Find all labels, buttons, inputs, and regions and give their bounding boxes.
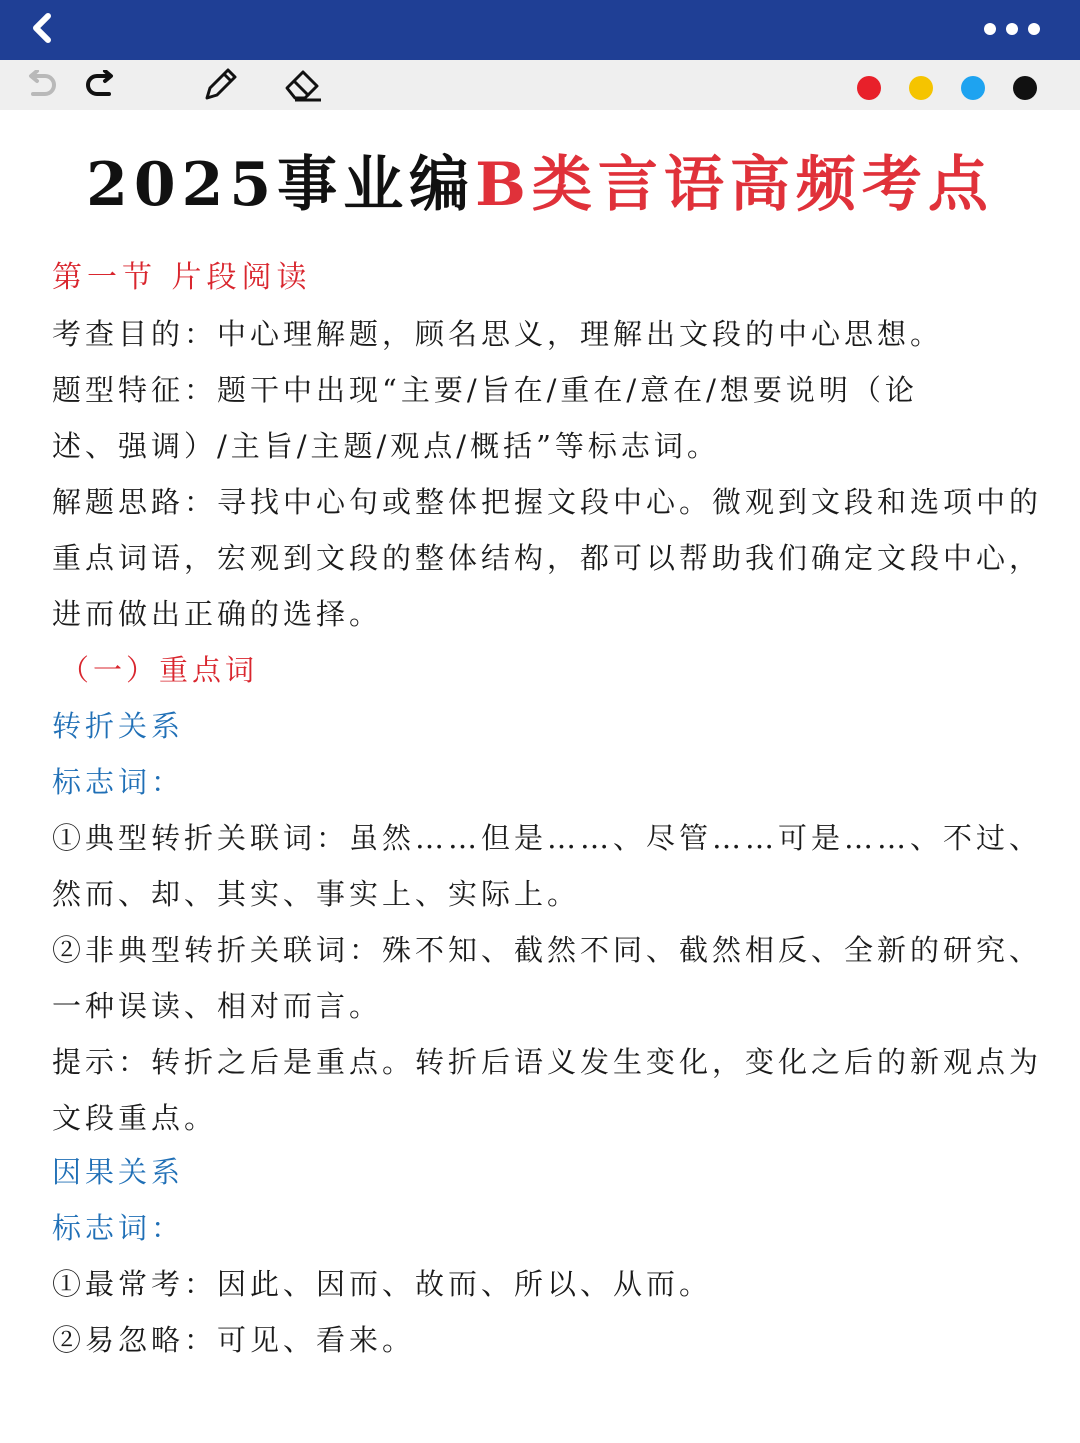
- topic-heading: 因果关系: [52, 1155, 185, 1189]
- eraser-button[interactable]: [283, 65, 323, 105]
- keyword-label: 标志词：: [52, 1211, 185, 1245]
- title-topic-part: B类言语高频考点: [475, 150, 994, 220]
- pencil-icon: [201, 66, 239, 104]
- note-document: [0, 110, 1080, 1443]
- text-line: 题型特征：题干中出现“主要/旨在/重在/意在/想要说明（论: [52, 373, 918, 407]
- redo-icon: [83, 70, 117, 100]
- text-line: ①最常考：因此、因而、故而、所以、从而。: [52, 1267, 713, 1301]
- color-swatch-black[interactable]: [1013, 76, 1037, 100]
- title-year-part: 2025事业编: [86, 150, 476, 220]
- color-swatch-blue[interactable]: [961, 76, 985, 100]
- text-line: ①典型转折关联词：虽然……但是……、尽管……可是……、不过、: [52, 821, 1043, 855]
- color-swatch-yellow[interactable]: [909, 76, 933, 100]
- section-heading: 第一节 片段阅读: [52, 260, 312, 295]
- top-bar: [0, 0, 1080, 60]
- more-options-button[interactable]: [984, 14, 1040, 44]
- more-dot-icon: [1028, 23, 1040, 35]
- back-button[interactable]: [22, 8, 62, 48]
- text-line: ②易忽略：可见、看来。: [52, 1323, 416, 1357]
- text-line: 述、强调）/主旨/主题/观点/概括”等标志词。: [52, 429, 720, 463]
- undo-button[interactable]: [22, 65, 62, 105]
- keyword-label: 标志词：: [52, 765, 185, 799]
- topic-heading: 转折关系: [52, 709, 185, 743]
- text-line: 一种误读、相对而言。: [52, 989, 383, 1023]
- text-line: 考查目的：中心理解题，顾名思义，理解出文段的中心思想。: [52, 317, 944, 351]
- chevron-left-icon: [26, 12, 58, 44]
- redo-button[interactable]: [80, 65, 120, 105]
- text-line: 重点词语，宏观到文段的整体结构，都可以帮助我们确定文段中心，: [52, 541, 1043, 575]
- pencil-button[interactable]: [200, 65, 240, 105]
- text-line: 文段重点。: [52, 1101, 218, 1135]
- eraser-icon: [283, 66, 323, 104]
- more-dot-icon: [984, 23, 996, 35]
- more-dot-icon: [1006, 23, 1018, 35]
- text-line: ②非典型转折关联词：殊不知、截然不同、截然相反、全新的研究、: [52, 933, 1043, 967]
- text-line: 进而做出正确的选择。: [52, 597, 383, 631]
- undo-icon: [25, 70, 59, 100]
- color-swatch-red[interactable]: [857, 76, 881, 100]
- text-line: 解题思路：寻找中心句或整体把握文段中心。微观到文段和选项中的: [52, 485, 1043, 519]
- text-line: 然而、却、其实、事实上、实际上。: [52, 877, 581, 911]
- page-title: [0, 140, 1080, 230]
- subsection-heading: （一）重点词: [60, 653, 259, 687]
- text-line: 提示：转折之后是重点。转折后语义发生变化，变化之后的新观点为: [52, 1045, 1043, 1079]
